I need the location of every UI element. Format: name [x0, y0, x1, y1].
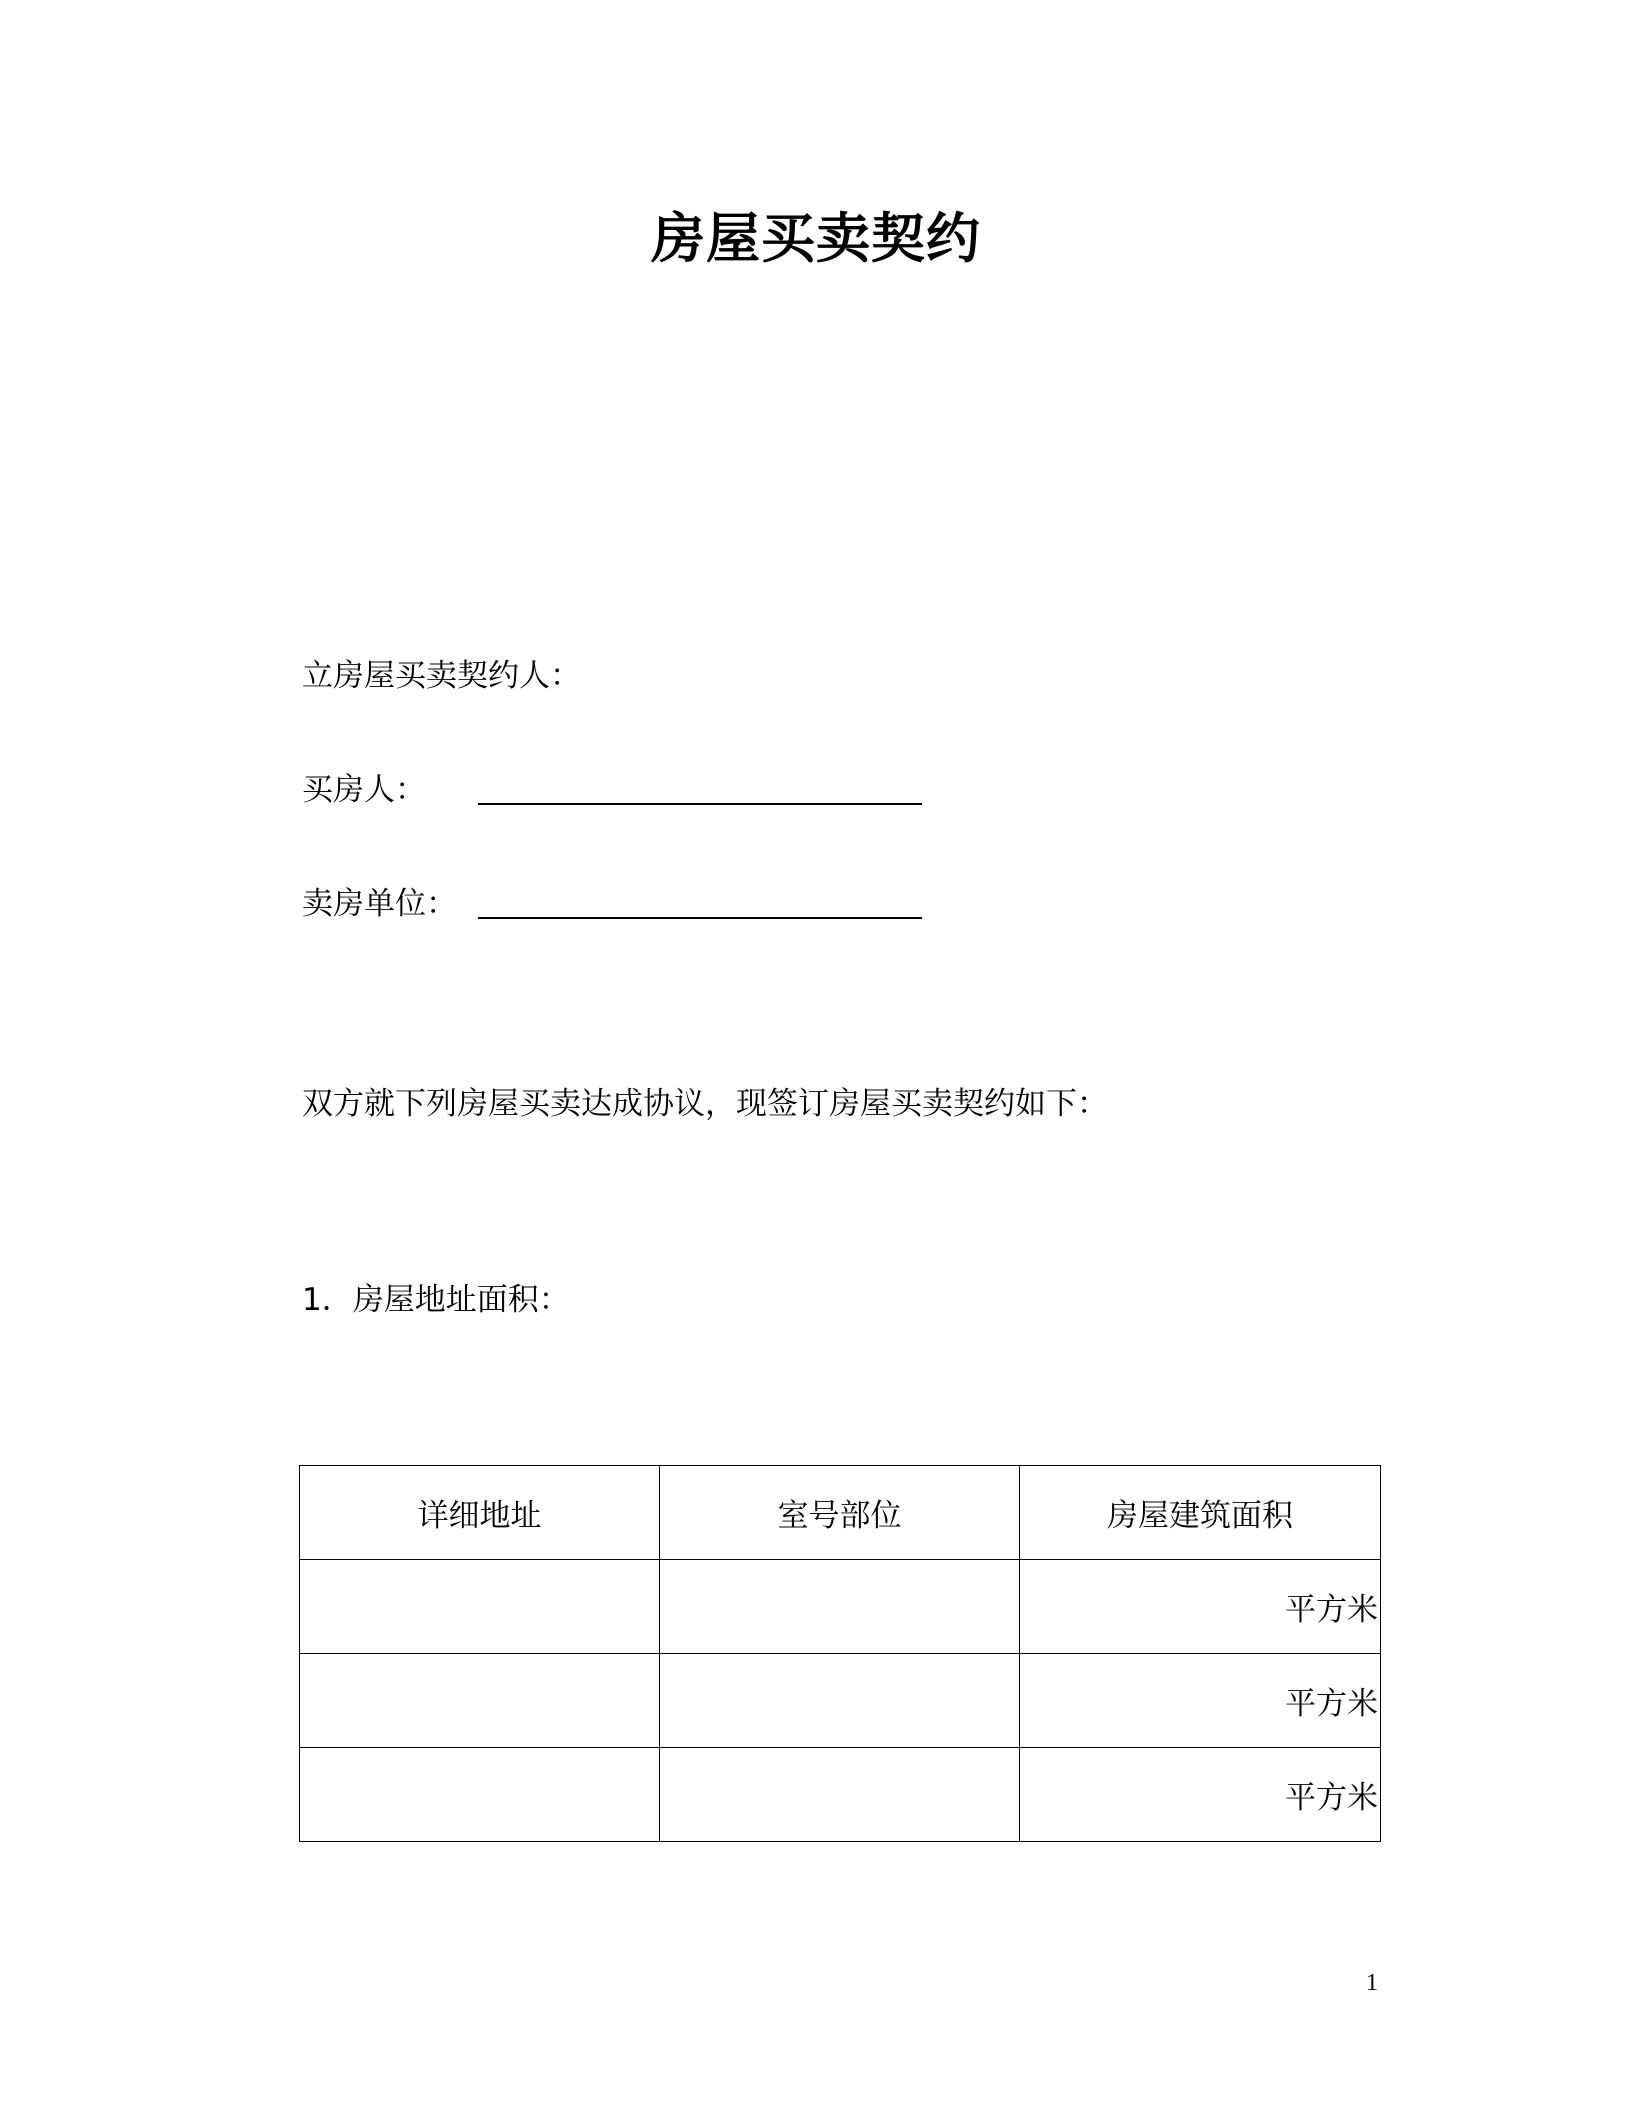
table-row: [300, 1748, 1381, 1842]
buyer-label: 买房人：: [302, 772, 426, 808]
parties-heading: 立房屋买卖契约人：: [302, 658, 581, 694]
section-1-heading: 1．房屋地址面积：: [302, 1282, 570, 1318]
header-room-number: 室号部位: [660, 1466, 1020, 1560]
area-cell[interactable]: 平方米: [1020, 1654, 1381, 1748]
seller-label: 卖房单位：: [302, 886, 457, 922]
room-cell[interactable]: [660, 1560, 1020, 1654]
table-row: [300, 1560, 1381, 1654]
table-row: [300, 1654, 1381, 1748]
buyer-blank-line: [478, 803, 922, 805]
area-cell[interactable]: 平方米: [1020, 1560, 1381, 1654]
table-header-row: [300, 1466, 1381, 1560]
agreement-intro: 双方就下列房屋买卖达成协议，现签订房屋买卖契约如下：: [302, 1086, 1108, 1122]
address-cell[interactable]: [300, 1654, 660, 1748]
seller-blank-line: [478, 917, 922, 919]
room-cell[interactable]: [660, 1748, 1020, 1842]
area-cell[interactable]: 平方米: [1020, 1748, 1381, 1842]
address-cell[interactable]: [300, 1748, 660, 1842]
page-number: 1: [1366, 1970, 1378, 1996]
address-cell[interactable]: [300, 1560, 660, 1654]
address-area-table: [299, 1465, 1381, 1842]
room-cell[interactable]: [660, 1654, 1020, 1748]
header-building-area: 房屋建筑面积: [1020, 1466, 1381, 1560]
document-title: 房屋买卖契约: [651, 207, 981, 270]
header-detailed-address: 详细地址: [300, 1466, 660, 1560]
